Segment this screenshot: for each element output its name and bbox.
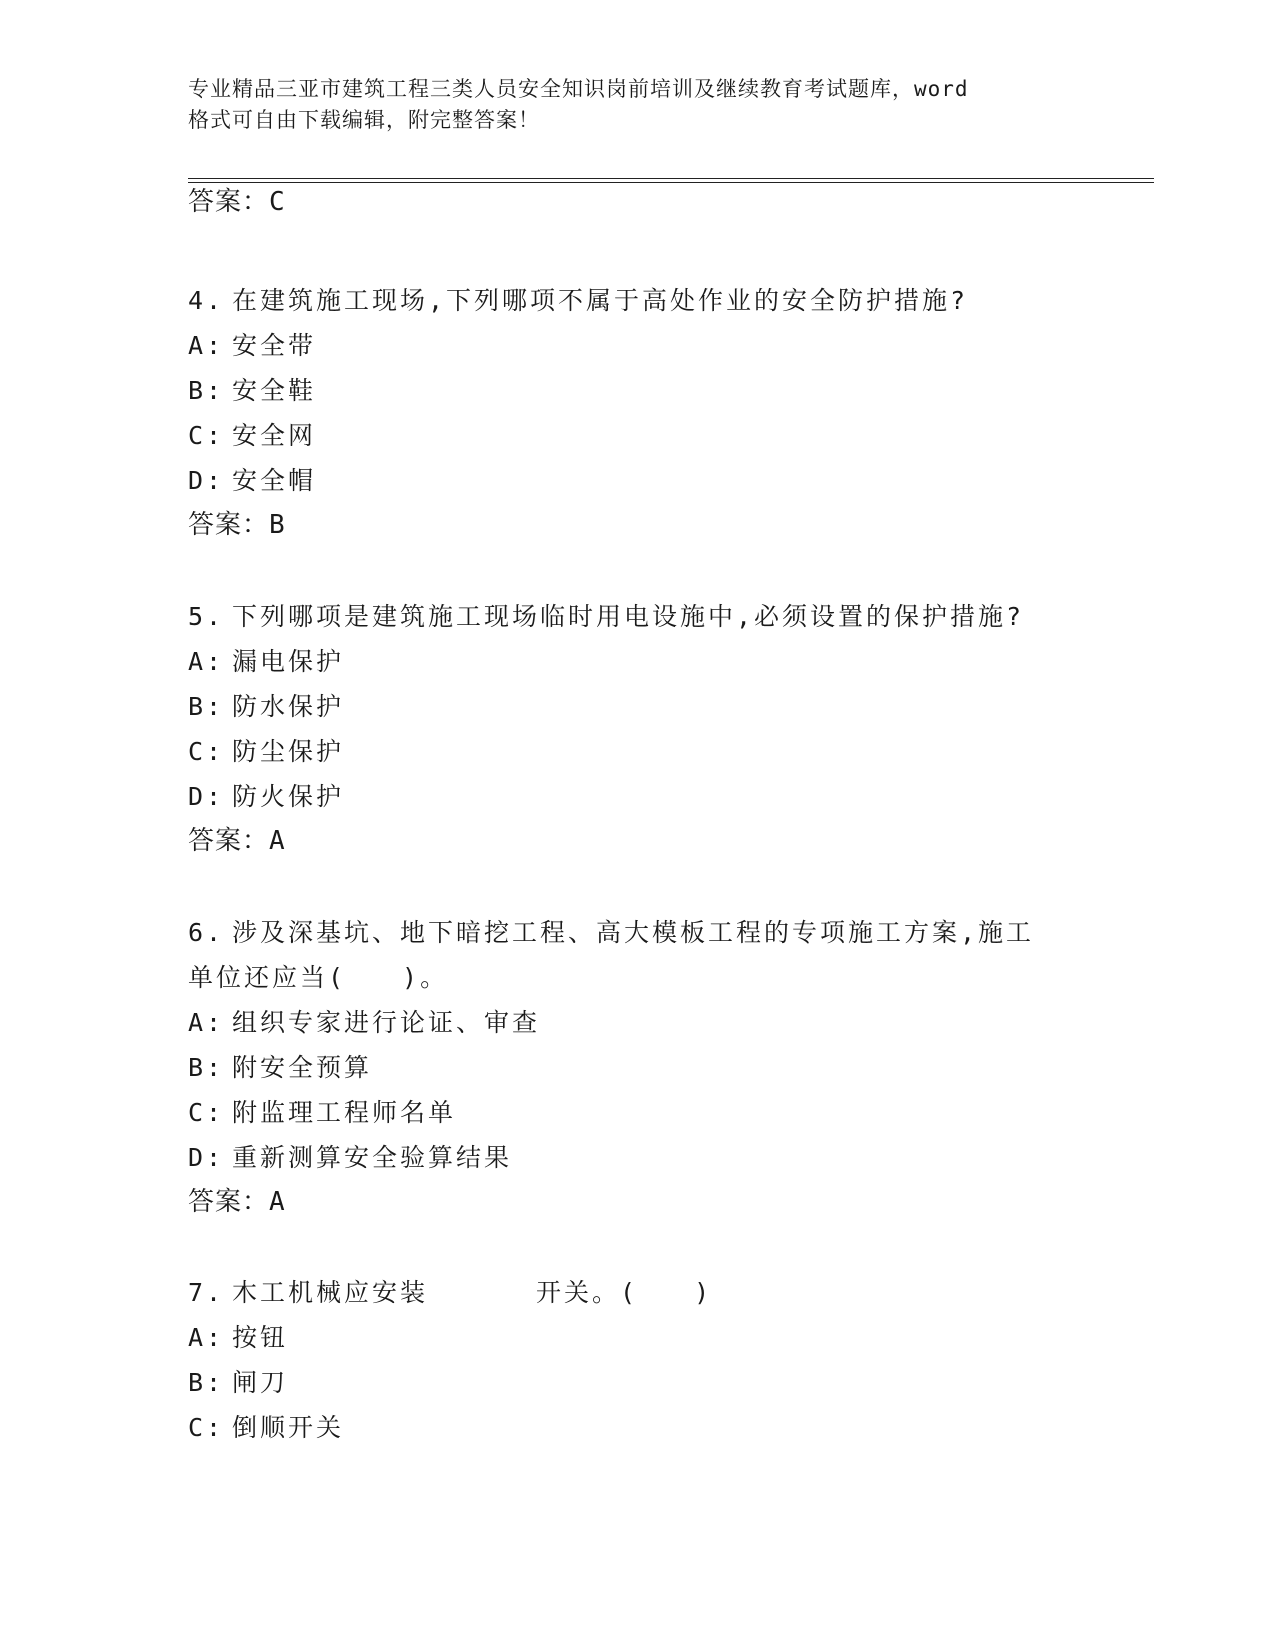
option-a (188, 639, 1088, 684)
question-text: 下列哪项是建筑施工现场临时用电设施中,必须设置的保护措施? (232, 602, 1025, 631)
question-6 (188, 910, 1088, 1225)
option-key: C: (188, 1413, 225, 1442)
document-header (188, 74, 1068, 136)
question-stem (188, 1270, 1088, 1315)
question-5 (188, 594, 1088, 864)
answer-line (188, 1180, 1088, 1225)
option-text: 安全帽 (232, 466, 317, 495)
option-c (188, 1090, 1088, 1135)
option-text: 防火保护 (232, 782, 345, 811)
header-divider-top (188, 178, 1154, 179)
answer-line (188, 819, 1088, 864)
question-number: 4. (188, 286, 225, 315)
question-stem (188, 910, 1088, 955)
option-c (188, 729, 1088, 774)
header-line-1: 专业精品三亚市建筑工程三类人员安全知识岗前培训及继续教育考试题库，word (188, 77, 969, 101)
question-text-part-1: 木工机械应安装 (232, 1278, 429, 1307)
question-text-part-2: 开关。( ) (536, 1278, 713, 1307)
option-b (188, 1045, 1088, 1090)
answer-value: C (269, 187, 286, 217)
option-d (188, 1135, 1088, 1180)
option-key: A: (188, 331, 225, 360)
answer-label: 答案： (188, 826, 270, 856)
option-text: 防水保护 (232, 692, 345, 721)
option-text: 组织专家进行论证、审查 (232, 1008, 541, 1037)
answer-label: 答案： (188, 187, 270, 217)
answer-line (188, 503, 1088, 548)
question-number: 5. (188, 602, 225, 631)
option-text: 防尘保护 (232, 737, 345, 766)
answer-value: A (269, 826, 286, 856)
question-7 (188, 1270, 1088, 1450)
option-key: A: (188, 647, 225, 676)
question-stem (188, 278, 1088, 323)
option-b (188, 684, 1088, 729)
option-text: 漏电保护 (232, 647, 345, 676)
option-text: 重新测算安全验算结果 (232, 1143, 513, 1172)
option-key: C: (188, 421, 225, 450)
header-line-2: 格式可自由下载编辑，附完整答案！ (188, 108, 540, 132)
option-text: 附监理工程师名单 (232, 1098, 457, 1127)
option-a (188, 1315, 1088, 1360)
option-key: D: (188, 466, 225, 495)
option-key: A: (188, 1323, 225, 1352)
answer-value: B (269, 510, 286, 540)
option-text: 按钮 (232, 1323, 289, 1352)
prev-answer-block (188, 180, 1088, 225)
answer-value: A (269, 1187, 286, 1217)
option-text: 安全鞋 (232, 376, 317, 405)
option-key: B: (188, 692, 225, 721)
option-text: 闸刀 (232, 1368, 289, 1397)
option-key: D: (188, 1143, 225, 1172)
question-text: 在建筑施工现场,下列哪项不属于高处作业的安全防护措施? (232, 286, 969, 315)
option-text: 安全网 (232, 421, 317, 450)
option-key: D: (188, 782, 225, 811)
option-key: B: (188, 1368, 225, 1397)
question-4 (188, 278, 1088, 548)
option-key: B: (188, 1053, 225, 1082)
option-a (188, 1000, 1088, 1045)
option-a (188, 323, 1088, 368)
question-number: 7. (188, 1278, 225, 1307)
question-number: 6. (188, 918, 225, 947)
option-key: C: (188, 1098, 225, 1127)
option-d (188, 774, 1088, 819)
question-stem-continued: 单位还应当( )。 (188, 963, 449, 992)
option-c (188, 1405, 1088, 1450)
question-stem (188, 594, 1088, 639)
option-key: A: (188, 1008, 225, 1037)
option-key: B: (188, 376, 225, 405)
option-d (188, 458, 1088, 503)
option-text: 附安全预算 (232, 1053, 373, 1082)
option-text: 安全带 (232, 331, 317, 360)
question-text: 涉及深基坑、地下暗挖工程、高大模板工程的专项施工方案,施工 (232, 918, 1035, 947)
option-key: C: (188, 737, 225, 766)
option-text: 倒顺开关 (232, 1413, 345, 1442)
option-c (188, 413, 1088, 458)
answer-line (188, 180, 1088, 225)
option-b (188, 1360, 1088, 1405)
answer-label: 答案： (188, 510, 270, 540)
option-b (188, 368, 1088, 413)
answer-label: 答案： (188, 1187, 270, 1217)
